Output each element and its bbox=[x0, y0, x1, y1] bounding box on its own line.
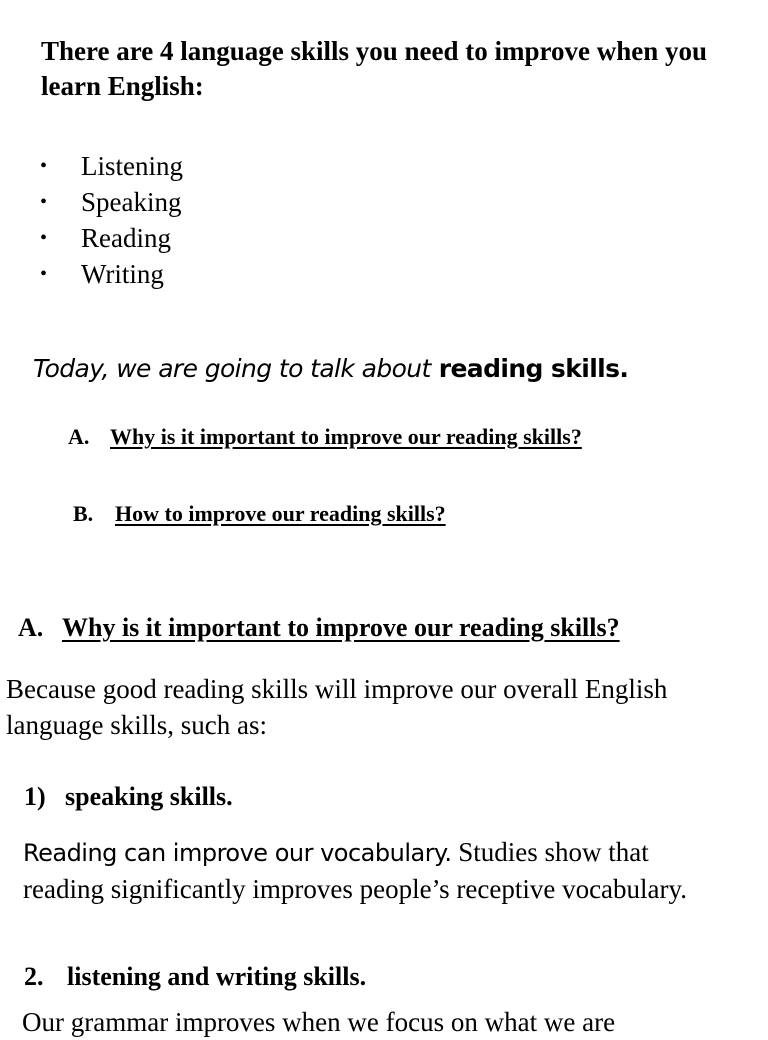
point-1-text-sans: Reading can improve our vocabulary. bbox=[23, 839, 452, 867]
skill-label: Reading bbox=[81, 223, 171, 253]
point-number: 2. bbox=[24, 962, 44, 991]
section-heading-text: Why is it important to improve our reading skills? bbox=[62, 613, 620, 642]
point-1-paragraph bbox=[23, 834, 723, 907]
question-letter: B. bbox=[73, 501, 94, 526]
today-intro-text: Today, we are going to talk about bbox=[33, 354, 431, 383]
bullet-icon: • bbox=[40, 263, 48, 285]
skill-label: Listening bbox=[81, 151, 183, 181]
skill-list bbox=[40, 148, 183, 292]
bullet-icon: • bbox=[40, 191, 48, 213]
section-a-paragraph: Because good reading skills will improve our overall English language skills, such as: bbox=[6, 674, 668, 740]
today-topic-text: reading skills. bbox=[438, 354, 629, 383]
list-item bbox=[40, 256, 183, 292]
today-line bbox=[33, 352, 628, 386]
question-a bbox=[68, 422, 582, 452]
section-a-heading bbox=[18, 611, 620, 645]
bullet-icon: • bbox=[40, 227, 48, 249]
section-letter: A. bbox=[18, 613, 44, 642]
question-text: Why is it important to improve our reading skills? bbox=[110, 424, 582, 449]
skill-label: Writing bbox=[81, 259, 164, 289]
point-1-heading bbox=[24, 780, 233, 814]
point-2-paragraph: Our grammar improves when we focus on what we are bbox=[22, 1007, 616, 1037]
question-b bbox=[73, 499, 446, 529]
list-item bbox=[40, 220, 183, 256]
point-number: 1) bbox=[24, 782, 46, 811]
point-heading-text: listening and writing skills. bbox=[67, 962, 367, 991]
intro-title: There are 4 language skills you need to improve when you learn English: bbox=[41, 36, 708, 101]
list-item bbox=[40, 148, 183, 184]
point-2-heading bbox=[24, 960, 366, 994]
question-letter: A. bbox=[68, 424, 90, 449]
point-1-text-serif: Studies show that reading significantly improves people’s receptive vocabulary. bbox=[23, 837, 688, 904]
question-text: How to improve our reading skills? bbox=[115, 501, 446, 526]
skill-label: Speaking bbox=[81, 187, 182, 217]
list-item bbox=[40, 184, 183, 220]
point-heading-text: speaking skills. bbox=[65, 782, 233, 811]
bullet-icon: • bbox=[40, 155, 48, 177]
